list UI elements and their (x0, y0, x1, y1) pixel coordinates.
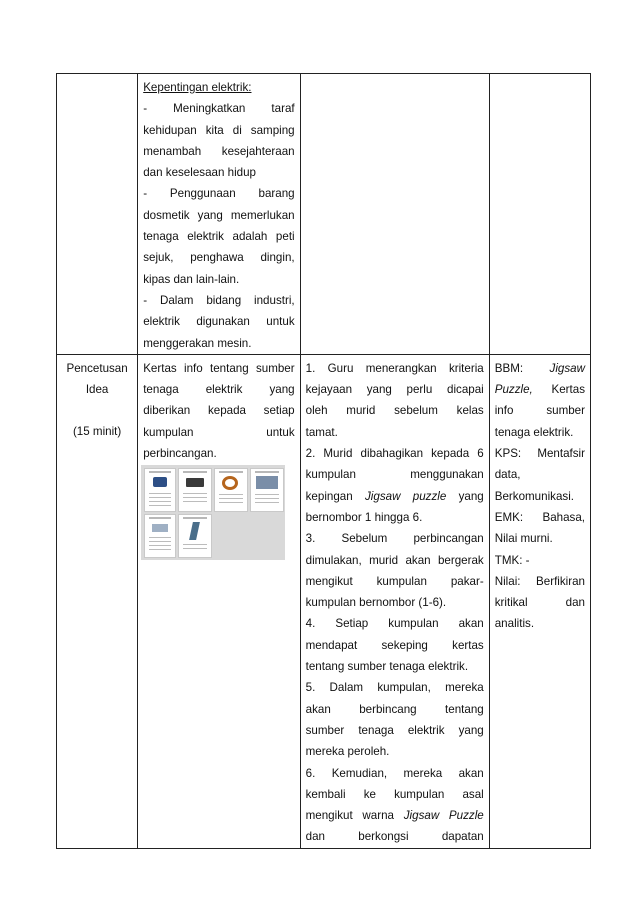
text-line (306, 805, 484, 826)
text-line (495, 358, 585, 379)
text-line: elektrik digunakan untuk (143, 315, 295, 329)
lesson-plan-table (56, 73, 591, 849)
text-line: Kertas info tentang sumber (143, 361, 295, 375)
text-fragment: yang (446, 489, 484, 503)
text-line: tenaga elektrik yang (143, 383, 295, 397)
wind-turbine-icon (189, 522, 200, 540)
text-fragment: kepingan (305, 489, 365, 503)
text-line: sejuk, penghawa dingin, (143, 251, 295, 265)
activity-steps (306, 358, 484, 848)
text-line: kembali ke kumpulan asal (305, 787, 484, 801)
text-line: dan berkongsi dapatan (305, 830, 484, 844)
text-line: mengikut kumpulan pakar- (305, 574, 484, 588)
text-line: dan keselesaan hidup (143, 166, 257, 180)
info-sheet (178, 468, 212, 512)
text-line: mereka peroleh. (305, 745, 390, 759)
text-line: tentang sumber tenaga elektrik. (305, 660, 469, 674)
info-sheet (250, 468, 284, 512)
text-line: 6. Kemudian, mereka akan (305, 766, 484, 780)
solar-panel-icon (256, 476, 278, 489)
text-line: - Dalam bidang industri, (143, 293, 295, 307)
text-line: TMK: - (494, 553, 530, 567)
text-line: sumber tenaga elektrik yang (305, 723, 484, 737)
text-line: 5. Dalam kumpulan, mereka (305, 681, 484, 695)
row1-col2-cell (138, 74, 300, 355)
text-line: kumpulan menggunakan (305, 468, 484, 482)
jigsaw-term: Jigsaw (549, 361, 585, 375)
text-line: 2. Murid dibahagikan kepada 6 (305, 447, 484, 461)
phase-cell (57, 354, 138, 848)
text-line: kipas dan lain-lain. (143, 272, 240, 286)
row1-col3-cell (300, 74, 489, 355)
text-line: 4. Setiap kumpulan akan (305, 617, 484, 631)
text-line: - Meningkatkan taraf (143, 102, 295, 116)
info-sheet (214, 468, 248, 512)
kepentingan-heading: Kepentingan elektrik: (143, 81, 252, 94)
text-line: kumpulan untuk (143, 425, 295, 439)
text-line: menambah kesejahteraan (143, 144, 295, 158)
text-line (306, 486, 484, 507)
text-line: 3. Sebelum perbincangan (305, 532, 484, 546)
text-line: 1. Guru menerangkan kriteria (305, 361, 484, 375)
bbm-label: BBM: (494, 361, 524, 375)
spacer (62, 400, 132, 421)
phase-title: Idea (85, 383, 109, 397)
battery-icon (153, 477, 167, 487)
kepentingan-elektrik-text (143, 77, 294, 354)
table-row-pencetusan-idea (57, 354, 591, 848)
table-row-kepentingan (57, 74, 591, 355)
text-line: Nilai murni. (494, 532, 553, 546)
text-line: dosmetik yang memerlukan (143, 208, 295, 222)
info-sheet (144, 514, 176, 558)
text-line: kritikal dan (494, 596, 585, 610)
text-line: KPS: Mentafsir (494, 447, 585, 461)
activity-cell (300, 354, 489, 848)
jigsaw-term: Jigsaw Puzzle (403, 809, 484, 823)
text-line: EMK: Bahasa, (494, 510, 585, 524)
info-sheet (144, 468, 176, 512)
text-line: bernombor 1 hingga 6. (305, 510, 423, 524)
text-line: - Penggunaan barang (143, 187, 295, 201)
text-line: perbincangan. (143, 447, 217, 461)
coil-icon (222, 476, 238, 490)
text-line: Nilai: Berfikiran (494, 574, 585, 588)
text-fragment: Kertas (551, 383, 585, 397)
energy-info-sheets-image (141, 465, 285, 560)
text-line: analitis. (494, 617, 535, 631)
text-line: data, (494, 468, 521, 482)
phase-duration: (15 minit) (72, 425, 122, 439)
info-sheet (178, 514, 212, 558)
text-line: dimulakan, murid akan bergerak (305, 553, 484, 567)
text-line: akan berbincang tentang (305, 702, 484, 716)
phase-title: Pencetusan (66, 361, 128, 375)
text-line: tamat. (305, 425, 338, 439)
content-text (143, 358, 294, 464)
text-line: diberikan kepada setiap (143, 404, 295, 418)
text-line: kehidupan kita di samping (143, 123, 295, 137)
text-line: info sumber (494, 404, 585, 418)
content-cell (138, 354, 300, 848)
row1-col4-cell (489, 74, 590, 355)
puzzle-term: Puzzle, (494, 383, 533, 397)
text-line: kejayaan yang perlu dicapai (305, 383, 484, 397)
jigsaw-term: Jigsaw puzzle (365, 489, 447, 503)
notes-text (495, 358, 585, 635)
row1-col1-cell (57, 74, 138, 355)
text-line: oleh murid sebelum kelas (305, 404, 484, 418)
text-line: kumpulan bernombor (1-6). (305, 596, 447, 610)
notes-cell (489, 354, 590, 848)
text-line: Berkomunikasi. (494, 489, 574, 503)
text-line: mendapat sekeping kertas (305, 638, 484, 652)
text-line: menggerakan mesin. (143, 336, 252, 350)
generator-icon (152, 524, 168, 532)
text-line: tenaga elektrik. (494, 425, 574, 439)
text-line (495, 379, 585, 400)
car-battery-icon (186, 478, 204, 487)
text-fragment: mengikut warna (305, 809, 404, 823)
text-line: tenaga elektrik adalah peti (143, 230, 295, 244)
